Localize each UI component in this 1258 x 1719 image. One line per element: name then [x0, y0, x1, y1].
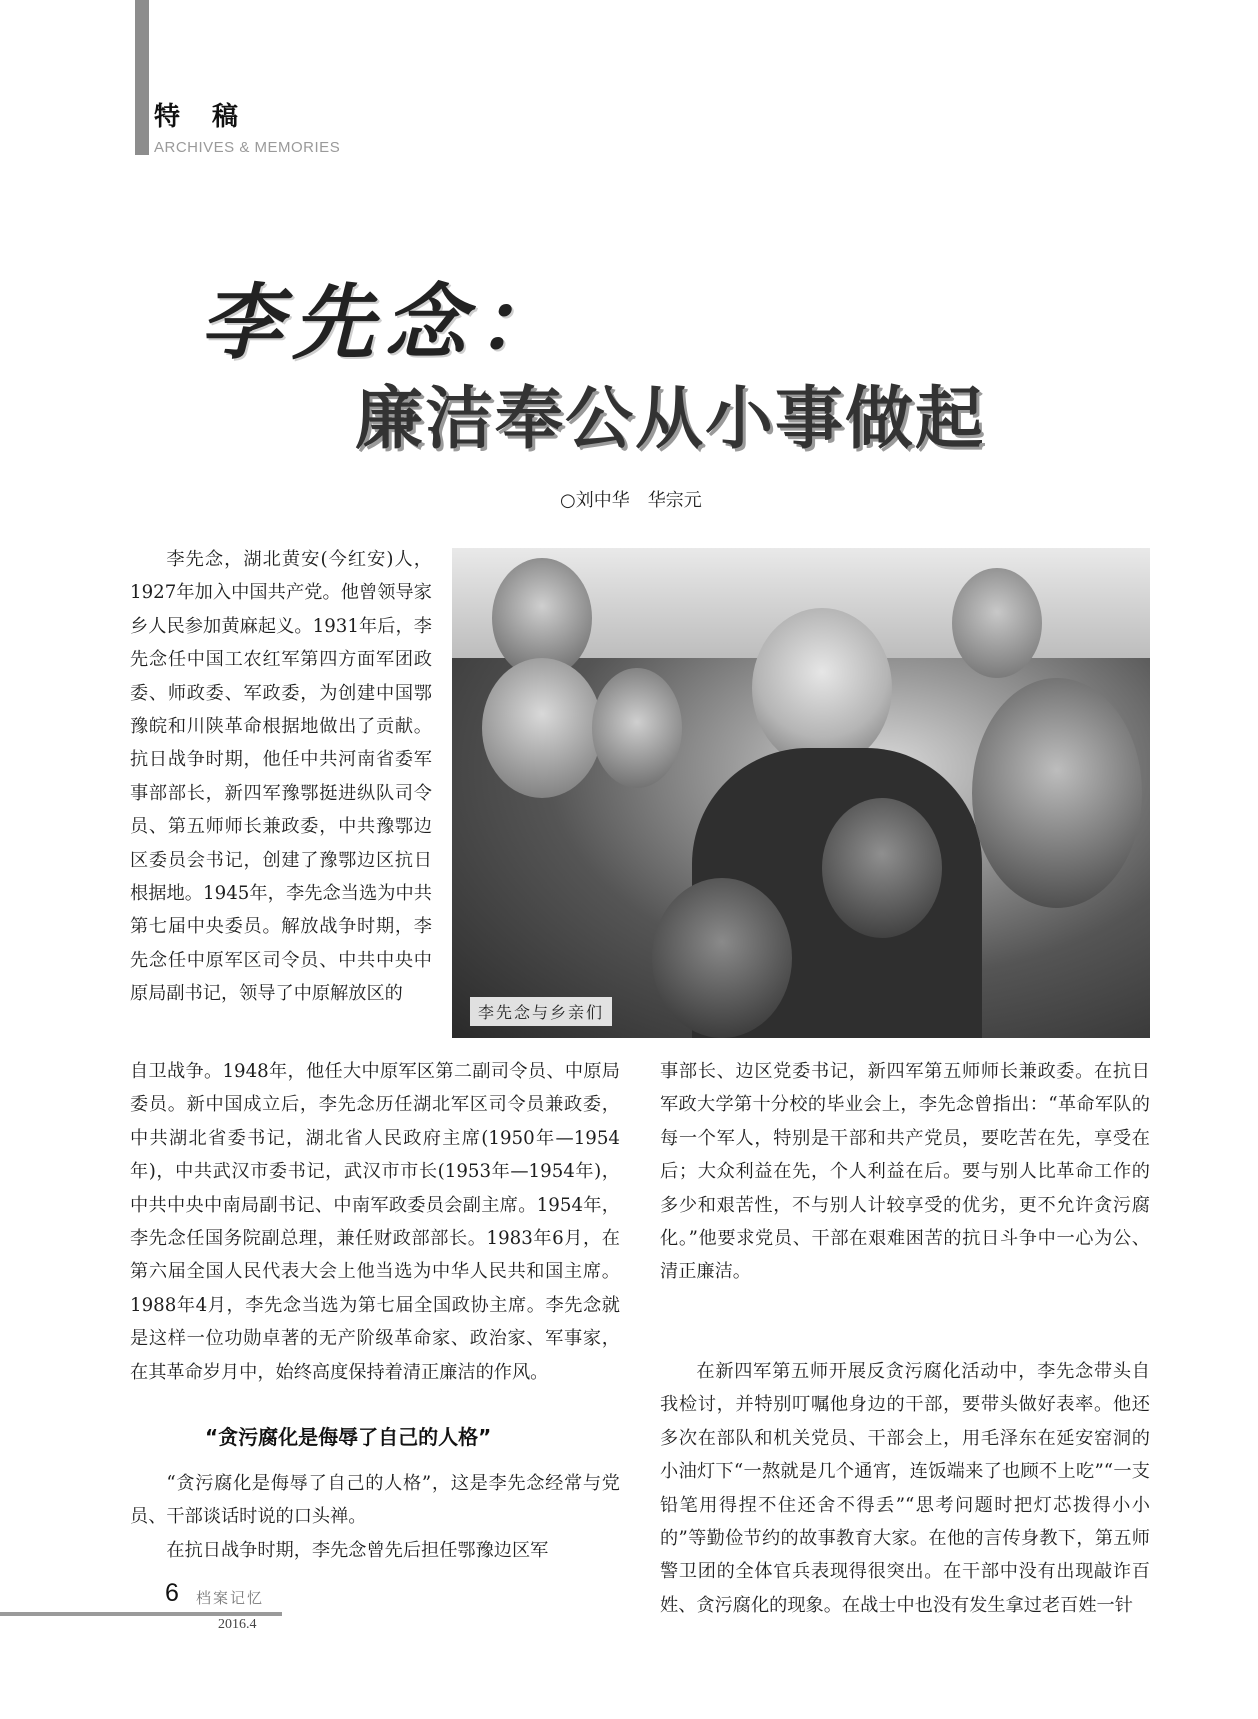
section-accent-bar — [135, 0, 149, 155]
article-author: ○刘中华 华宗元 — [560, 490, 702, 511]
magazine-name: 档案记忆 — [196, 1589, 265, 1607]
section-label-english: ARCHIVES & MEMORIES — [154, 139, 341, 156]
section-label: 特稿 — [154, 102, 271, 132]
body-paragraph: 李先念，湖北黄安(今红安)人，1927年加入中国共产党。他曾领导家乡人民参加黄麻起义。1931年后，李先念任中国工农红军第四方面军团政委、师政委、军政委，为创建中国鄂豫皖和川陕革命根据地做出了贡献。抗日战争时期，他任中共河南省委军事部部长，新四军豫鄂挺进纵队司令员、第五师师长兼政委，中共豫鄂边区委员会书记，创建了豫鄂边区抗日根据地。1945年，李先念当选为中共第七届中央委员。解放战争时期，李先念任中原军区司令员、中共中央中原局副书记，领导了中原解放区的 — [130, 549, 432, 1005]
photo-figure — [592, 668, 682, 788]
footer-rule — [0, 1612, 282, 1616]
article-photo — [452, 548, 1150, 1038]
body-paragraph: 在新四军第五师开展反贪污腐化活动中，李先念带头自我检讨，并特别叮嘱他身边的干部，要带头做好表率。他还多次在部队和机关党员、干部会上，用毛泽东在延安窑洞的小油灯下“一熬就是几个通宵，连饭端来了也顾不上吃”“一支铅笔用得捏不住还舍不得丢”“思考问题时把灯芯拨得小小的”等勤俭节约的故事教育大家。在他的言传身教下，第五师警卫团的全体官兵表现得很突出。在干部中没有出现敲诈百姓、贪污腐化的现象。在战士中也没有发生拿过老百姓一针 — [660, 1361, 1150, 1616]
photo-figure — [652, 878, 792, 1038]
body-paragraph: 自卫战争。1948年，他任大中原军区第二副司令员、中原局委员。新中国成立后，李先念历任湖北军区司令员兼政委，中共湖北省委书记，湖北省人民政府主席(1950年—1954年)，中共武汉市委书记，武汉市市长(1953年—1954年)，中共中央中南局副书记、中南军政委员会副主席。1954年，李先念任国务院副总理，兼任财政部部长。1983年6月，在第六届全国人民代表大会上他当选为中华人民共和国主席。1988年4月，李先念当选为第七届全国政协主席。李先念就是这样一位功勋卓著的无产阶级革命家、政治家、军事家，在其革命岁月中，始终高度保持着清正廉洁的作风。 — [130, 1061, 620, 1383]
section-subheading: “贪污腐化是侮辱了自己的人格” — [205, 1425, 492, 1449]
body-paragraph: “贪污腐化是侮辱了自己的人格”，这是李先念经常与党员、干部谈话时说的口头禅。 — [130, 1473, 620, 1528]
photo-figure — [972, 678, 1142, 908]
article-title-main: 廉洁奉公从小事做起 — [355, 380, 986, 459]
photo-figure — [952, 568, 1042, 678]
body-paragraph: 事部长、边区党委书记，新四军第五师师长兼政委。在抗日军政大学第十分校的毕业会上，李先念曾指出：“革命军队的每一个军人，特别是干部和共产党员，要吃苦在先，享受在后；大众利益在先，个人利益在后。要与别人比革命工作的多少和艰苦性，不与别人计较享受的优劣，更不允许贪污腐化。”他要求党员、干部在艰难困苦的抗日斗争中一心为公、清正廉洁。 — [660, 1061, 1150, 1283]
photo-figure — [482, 658, 602, 798]
page-number: 6 — [165, 1579, 179, 1607]
photo-caption: 李先念与乡亲们 — [470, 997, 612, 1026]
issue-date: 2016.4 — [218, 1617, 257, 1632]
body-paragraph: 在抗日战争时期，李先念曾先后担任鄂豫边区军 — [166, 1540, 549, 1561]
article-title-name: 李先念： — [200, 275, 568, 371]
photo-figure — [752, 608, 892, 768]
photo-figure — [822, 798, 942, 938]
